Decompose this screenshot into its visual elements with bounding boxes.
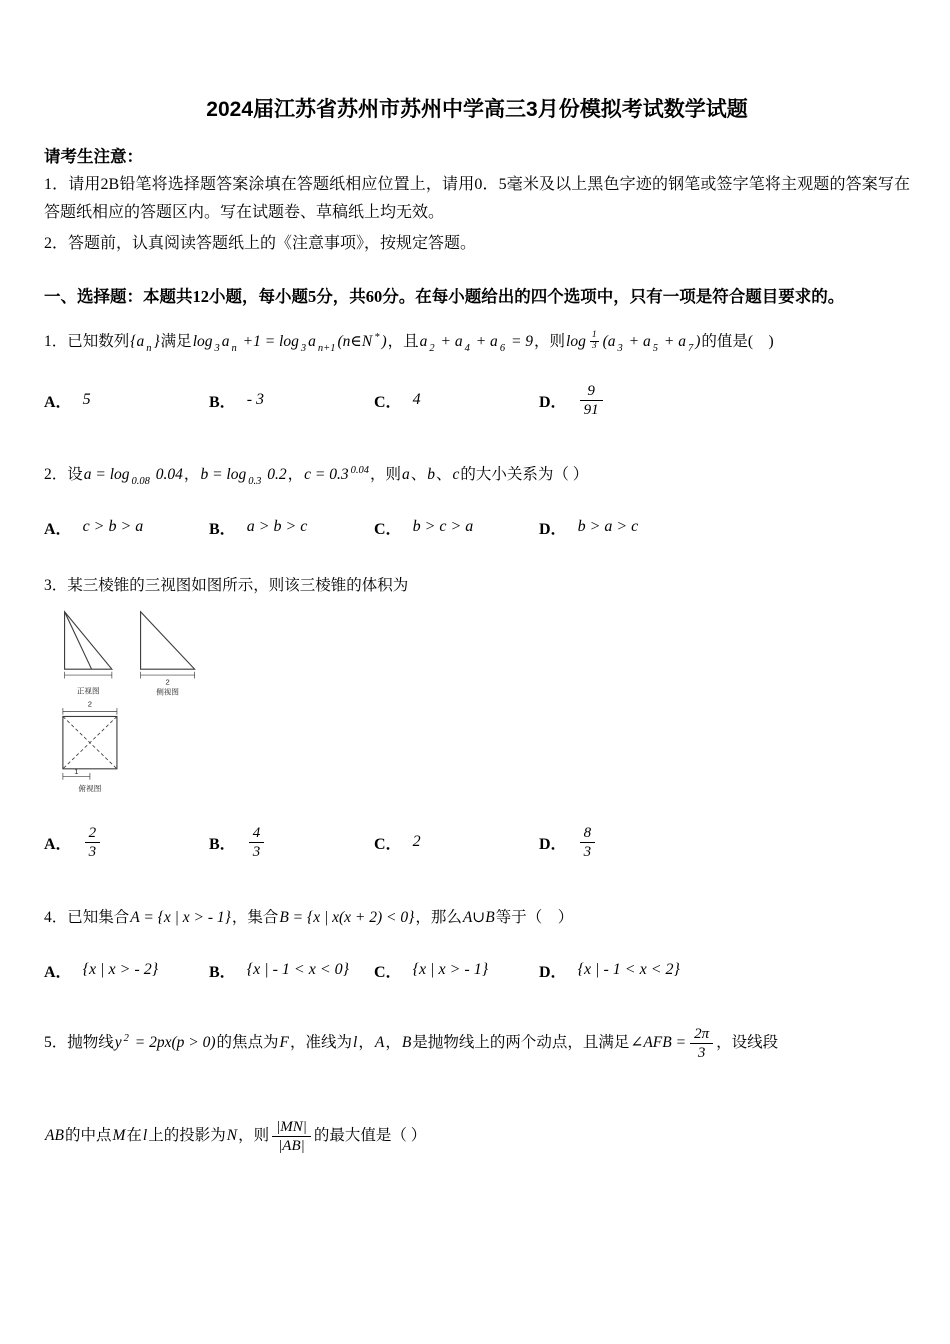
text-run: ，且 <box>387 333 419 351</box>
text-run: 上的投影为 <box>148 1127 226 1145</box>
math-run: b > c > a <box>412 518 474 536</box>
math-run: n <box>146 343 152 355</box>
bottom-dim-value: 1 <box>74 767 79 777</box>
option-value <box>246 824 268 861</box>
text-run: 的值是( ) <box>701 333 774 351</box>
notice-item-1: 1．请用2B铅笔将选择题答案涂填在答题纸相应位置上，请用0．5毫米及以上黑色字迹的钢笔或签字笔将主观题的答案写在答题纸相应的答题区内。写在试题卷、草稿纸上均无效。 <box>44 176 910 221</box>
math-run: 5 <box>82 391 91 409</box>
math-run: c <box>452 466 460 484</box>
option-value <box>577 518 640 536</box>
math-run: 3 <box>617 343 623 355</box>
math-run: B = {x | x(x + 2) < 0} <box>279 909 415 927</box>
question-5-stem-line-2 <box>44 1118 910 1155</box>
math-run: 2 <box>123 1033 129 1045</box>
option-value <box>577 961 681 979</box>
math-run: n <box>231 343 237 355</box>
option-label: A． <box>44 963 72 981</box>
math-run: 0.2 <box>263 466 287 484</box>
option-value <box>82 824 104 861</box>
fraction-denominator: 3 <box>697 1045 706 1062</box>
math-run: ∠AFB = <box>630 1034 687 1052</box>
question-3-option-b <box>209 824 374 861</box>
option-value <box>412 518 475 536</box>
front-view <box>65 612 112 696</box>
question-3-option-c <box>374 831 539 854</box>
math-run: + a <box>660 333 686 351</box>
question-2 <box>44 459 910 544</box>
question-1-option-a <box>44 389 209 412</box>
math-run: 0.08 <box>131 476 150 488</box>
math-run: {x | - 1 < x < 0} <box>246 961 350 979</box>
math-run: 2 <box>412 833 421 851</box>
option-label: B． <box>209 393 236 411</box>
text-run: ， <box>385 1034 401 1052</box>
option-label: C． <box>374 835 402 853</box>
math-run: 3 <box>214 343 220 355</box>
option-label: B． <box>209 520 236 538</box>
text-run: ， <box>287 466 304 484</box>
text-run: ，则 <box>369 466 401 484</box>
text-run: 的大小关系为（ ） <box>460 466 589 484</box>
math-run: l <box>142 1127 148 1145</box>
question-2-option-d <box>539 516 639 539</box>
text-run: 、 <box>435 466 452 484</box>
math-run: ) <box>695 333 701 351</box>
text-run: ，则 <box>534 333 566 351</box>
text-run: ，集合 <box>231 909 279 927</box>
math-run: log <box>192 333 213 351</box>
math-run: {x | x > - 2} <box>82 961 159 979</box>
text-run: 的中点 <box>64 1127 112 1145</box>
math-run: a <box>308 333 316 351</box>
math-run: a > b > c <box>246 518 308 536</box>
math-run: A <box>374 1034 385 1052</box>
math-run: + a <box>471 333 498 351</box>
math-run: - 3 <box>246 391 265 409</box>
option-label: A． <box>44 835 72 853</box>
option-value <box>412 833 422 851</box>
option-value <box>577 382 606 419</box>
fraction <box>577 824 599 861</box>
question-1-options <box>44 377 910 423</box>
math-run: * <box>374 332 380 344</box>
top-view-diagonal <box>63 717 117 769</box>
question-3-option-d <box>539 824 598 861</box>
math-run: = 9 <box>507 333 534 351</box>
question-1 <box>44 326 910 423</box>
math-run: 4 <box>464 343 470 355</box>
math-run: a <box>419 333 428 351</box>
side-dim-value: 2 <box>165 677 170 687</box>
side-view-triangle <box>141 612 195 669</box>
math-run: b = log <box>200 466 247 484</box>
option-label: D． <box>539 393 567 411</box>
question-1-option-b <box>209 389 374 412</box>
option-value <box>412 391 422 409</box>
math-run: y <box>114 1034 122 1052</box>
side-view-label: 侧视图 <box>156 687 179 697</box>
question-2-option-a <box>44 516 209 539</box>
math-run: 3 <box>300 343 307 355</box>
fraction-numerator: 1 <box>591 330 597 341</box>
question-1-option-d <box>539 382 606 419</box>
math-run: b <box>427 466 435 484</box>
notice-item-2: 2．答题前，认真阅读答题纸上的《注意事项》，按规定答题。 <box>44 235 477 253</box>
fraction-denominator: 3 <box>591 341 597 352</box>
math-run: n+1 <box>317 343 336 355</box>
text-run: 是抛物线上的两个动点，且满足 <box>412 1034 630 1052</box>
math-run: 0.04 <box>151 466 183 484</box>
math-run: ) <box>381 333 387 351</box>
math-run: 2 <box>429 343 435 355</box>
question-4-stem <box>44 902 910 933</box>
three-view-svg <box>54 605 266 795</box>
math-run: A = {x | x > - 1} <box>130 909 231 927</box>
math-run: 0.04 <box>350 465 369 477</box>
side-view <box>141 612 195 697</box>
question-3-stem <box>44 570 910 601</box>
text-run: ，准线为 <box>290 1034 353 1052</box>
option-value <box>82 961 160 979</box>
text-run: 、 <box>410 466 427 484</box>
text-run: ，则 <box>238 1127 270 1145</box>
math-run: 4 <box>412 391 421 409</box>
math-run: + a <box>624 333 651 351</box>
text-run: ， <box>183 466 200 484</box>
math-run: 7 <box>687 343 694 355</box>
front-view-label: 正视图 <box>76 686 100 696</box>
option-value <box>82 518 145 536</box>
question-4-option-b <box>209 959 374 982</box>
option-label: D． <box>539 835 567 853</box>
section-one-heading: 一、选择题：本题共12小题，每小题5分，共60分。在每小题给出的四个选项中，只有一项是符合题目要求的。 <box>44 286 845 306</box>
text-run: 1．已知数列 <box>44 333 130 351</box>
fraction <box>687 1025 716 1062</box>
text-run: 满足 <box>160 333 192 351</box>
math-run: a <box>221 333 230 351</box>
question-4 <box>44 902 910 987</box>
math-run: +1 = log <box>238 333 299 351</box>
option-value <box>246 518 309 536</box>
question-2-options <box>44 510 910 544</box>
math-run: F <box>279 1034 290 1052</box>
math-run: (n∈N <box>337 333 373 351</box>
math-run: AB <box>45 1127 64 1145</box>
math-run: 5 <box>652 343 658 355</box>
option-value <box>412 961 490 979</box>
option-value <box>577 824 599 861</box>
text-run: 3．某三棱锥的三视图如图所示，则该三棱锥的体积为 <box>44 577 409 595</box>
text-run: ，那么 <box>415 909 462 927</box>
text-run: ， <box>358 1034 374 1052</box>
front-view-triangle <box>65 612 112 669</box>
fraction-numerator: 2π <box>690 1025 713 1044</box>
fraction-numerator: 9 <box>580 382 603 401</box>
fraction <box>269 1118 314 1155</box>
math-run: l <box>353 1034 358 1052</box>
math-run: + a <box>436 333 463 351</box>
math-run: B <box>401 1034 412 1052</box>
top-view-label: 俯视图 <box>78 784 102 794</box>
text-run: ，设线段 <box>716 1034 779 1052</box>
text-run: 等于（ ） <box>495 909 574 927</box>
math-run: c = 0.3 <box>304 466 349 484</box>
option-label: C． <box>374 520 402 538</box>
fraction <box>246 824 268 861</box>
math-run: {x | x > - 1} <box>412 961 489 979</box>
question-4-option-c <box>374 959 539 982</box>
option-label: A． <box>44 520 72 538</box>
math-run: (a <box>602 333 616 351</box>
fraction-numerator: 2 <box>85 824 101 843</box>
math-run: 0.3 <box>248 476 262 488</box>
option-label: C． <box>374 963 402 981</box>
fraction-numerator: 8 <box>580 824 596 843</box>
math-run: N <box>226 1127 238 1145</box>
option-value <box>82 391 92 409</box>
three-view-diagram <box>54 605 910 800</box>
fraction-denominator: |AB| <box>278 1138 305 1155</box>
question-3 <box>44 570 910 866</box>
math-run: b > a > c <box>577 518 639 536</box>
math-run: c > b > a <box>82 518 144 536</box>
option-value <box>246 961 350 979</box>
math-run: a = log <box>83 466 130 484</box>
option-label: D． <box>539 520 567 538</box>
fraction-denominator: 91 <box>583 401 599 418</box>
question-1-stem <box>44 326 910 359</box>
question-3-options <box>44 818 910 866</box>
top-view <box>63 700 117 793</box>
math-run: } <box>153 333 160 351</box>
option-label: D． <box>539 963 567 981</box>
question-2-stem <box>44 459 910 492</box>
option-label: B． <box>209 963 236 981</box>
fraction-denominator: 3 <box>88 843 97 860</box>
question-4-option-a <box>44 959 209 982</box>
question-5-stem-line-1 <box>44 1025 910 1062</box>
text-run: 4．已知集合 <box>44 909 130 927</box>
math-run: M <box>112 1127 126 1145</box>
option-value <box>246 391 265 409</box>
fraction-denominator: 3 <box>583 843 592 860</box>
page-title: 2024届江苏省苏州市苏州中学高三3月份模拟考试数学试题 <box>206 98 748 121</box>
math-run: {x | - 1 < x < 2} <box>577 961 680 979</box>
fraction <box>577 382 606 419</box>
question-2-option-b <box>209 516 374 539</box>
math-run: A∪B <box>462 909 495 927</box>
fraction-numerator: 4 <box>249 824 265 843</box>
math-run: log <box>566 333 586 351</box>
fraction <box>587 331 602 352</box>
question-4-option-d <box>539 959 681 982</box>
fraction-denominator: 3 <box>252 843 261 860</box>
text-run: 在 <box>126 1127 142 1145</box>
text-run: 的最大值是（ ） <box>313 1127 427 1145</box>
text-run: 2．设 <box>44 466 83 484</box>
text-run: 的焦点为 <box>216 1034 279 1052</box>
math-run: {a <box>130 333 145 351</box>
notice-heading: 请考生注意： <box>44 147 143 167</box>
question-3-option-a <box>44 824 209 861</box>
math-run: 6 <box>499 343 506 355</box>
math-run: a <box>401 466 410 484</box>
option-label: A． <box>44 393 72 411</box>
fraction-numerator: |MN| <box>272 1118 311 1137</box>
fraction <box>82 824 104 861</box>
text-run: 5．抛物线 <box>44 1034 114 1052</box>
math-run: = 2px(p > 0) <box>130 1034 216 1052</box>
question-2-option-c <box>374 516 539 539</box>
top-dim-value: 2 <box>87 699 93 709</box>
question-5 <box>44 1025 910 1155</box>
option-label: C． <box>374 393 402 411</box>
question-1-option-c <box>374 389 539 412</box>
question-4-options <box>44 953 910 987</box>
option-label: B． <box>209 835 236 853</box>
